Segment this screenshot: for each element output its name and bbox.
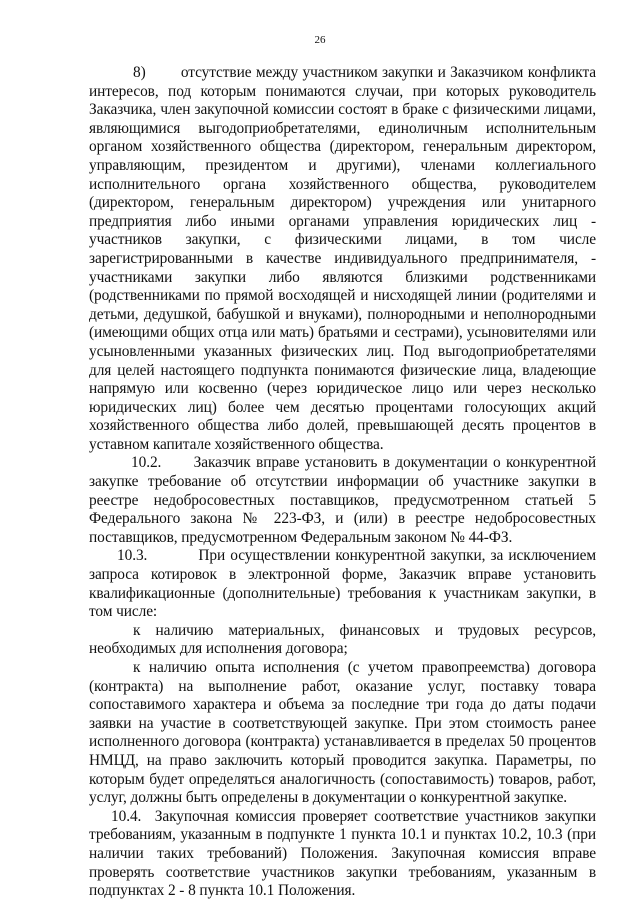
document-body xyxy=(89,64,596,901)
page-number: 26 xyxy=(314,34,326,46)
paragraph-10-3: 10.3. При осуществлении конкурентной закупки, за исключением запроса котировок в электронной форме, Заказчик вправе установить квалификационные (дополнительные) требования к участникам закупки, в том числе: xyxy=(89,547,596,621)
paragraph-10-4: 10.4. Закупочная комиссия проверяет соответствие участников закупки требованиям, указанным в подпункте 1 пункта 10.1 и пунктах 10.2, 10.3 (при наличии таких требований) Положения. Закупочная комиссия вправе проверять соответствие участников закупки требованиям, указанным в подпунктах 2 - 8 пункта 10.1 Положения. xyxy=(89,807,596,900)
paragraph-item-8: 8) отсутствие между участником закупки и Заказчиком конфликта интересов, под которым понимаются случаи, при которых руководитель Заказчика, член закупочной комиссии состоят в браке с физическими лицами, являющимися выгодоприобретателями, единоличным исполнительным органом хозяйственного общества (директором, генеральным директором, управляющим, президентом и другими), членами коллегиального исполнительного органа хозяйственного общества, руководителем (директором, генеральным директором) учреждения или унитарного предприятия либо иными органами управления юридических лиц - участников закупки, с физическими лицами, в том числе зарегистрированными в качестве индивидуального предпринимателя, - участниками закупки либо являются близкими родственниками (родственниками по прямой восходящей и нисходящей линии (родителями и детьми, дедушкой, бабушкой и внуками), полнородными и неполнородными (имеющими общих отца или мать) братьями и сестрами), усыновителями или усыновленными указанных физических лиц. Под выгодоприобретателями для целей настоящего подпункта понимаются физические лица, владеющие напрямую или косвенно (через юридическое лицо или через несколько юридических лиц) более чем десятью процентами голосующих акций хозяйственного общества либо долей, превышающей десять процентов в уставном капитале хозяйственного общества. xyxy=(89,64,596,453)
requirement-resources: к наличию материальных, финансовых и трудовых ресурсов, необходимых для исполнения договора; xyxy=(89,621,596,658)
requirement-experience: к наличию опыта исполнения (с учетом правопреемства) договора (контракта) на выполнение работ, оказание услуг, поставку товара сопоставимого характера и объема за последние три года до даты подачи заявки на участие в соответствующей закупке. При этом стоимость ранее исполненного договора (контракта) устанавливается в пределах 50 процентов НМЦД, на право заключить который проводится закупка. Параметры, по которым будет определяться аналогичность (сопоставимость) товаров, работ, услуг, должны быть определены в документации о конкурентной закупке. xyxy=(89,659,596,807)
paragraph-10-2: 10.2. Заказчик вправе установить в документации о конкурентной закупке требование об отсутствии информации об участнике закупки в реестре недобросовестных поставщиков, предусмотренном статьей 5 Федерального закона № 223-ФЗ, и (или) в реестре недобросовестных поставщиков, предусмотренном Федеральным законом № 44-ФЗ. xyxy=(89,454,596,546)
